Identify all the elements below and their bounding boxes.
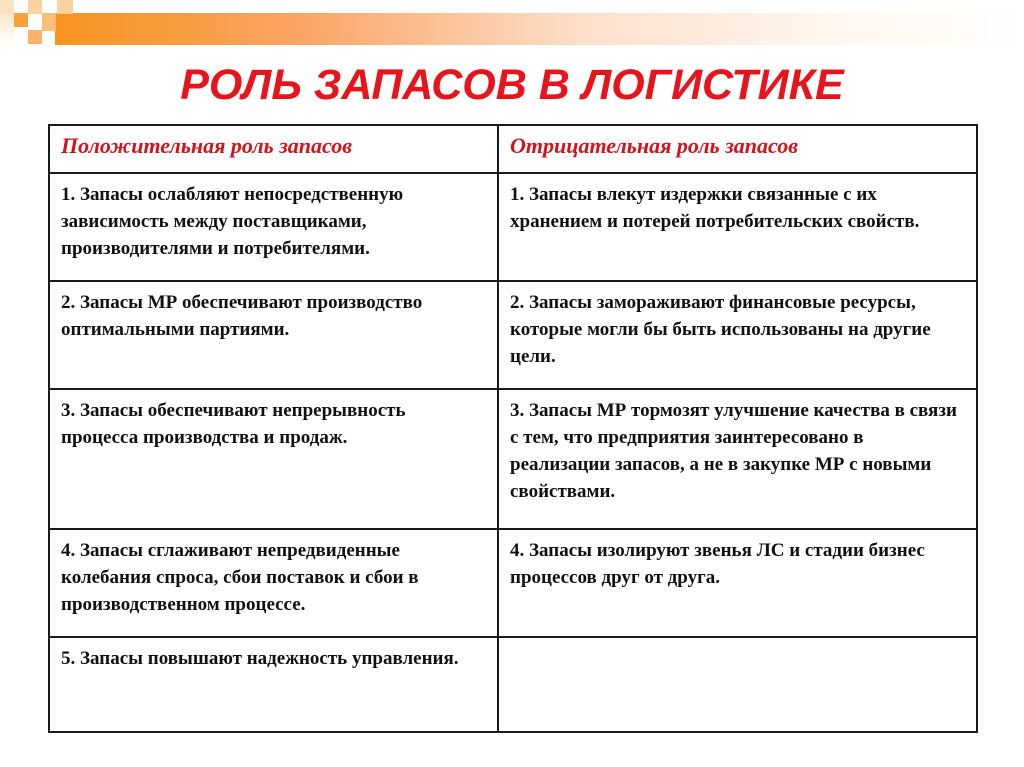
cell-positive: 2. Запасы МР обеспечивают производство оптимальными партиями. <box>49 281 498 389</box>
decorative-square <box>28 30 42 44</box>
comparison-table <box>48 124 978 733</box>
decorative-gradient-band <box>55 13 1024 45</box>
cell-negative: 1. Запасы влекут издержки связанные с их хранением и потерей потребительских свойств. <box>498 173 977 281</box>
table-row <box>49 281 977 389</box>
decorative-square <box>28 0 42 14</box>
cell-negative: 3. Запасы МР тормозят улучшение качества в связи с тем, что предприятия заинтересовано в реализации запасов, а не в закупке МР с новыми свойствами. <box>498 389 977 529</box>
table-row <box>49 173 977 281</box>
cell-positive: 3. Запасы обеспечивают непрерывность процесса производства и продаж. <box>49 389 498 529</box>
table-row <box>49 637 977 732</box>
cell-negative: 2. Запасы замораживают финансовые ресурсы, которые могли бы быть использованы на другие цели. <box>498 281 977 389</box>
table-header-row <box>49 125 977 173</box>
decorative-square <box>0 0 14 14</box>
slide-title: РОЛЬ ЗАПАСОВ В ЛОГИСТИКЕ <box>180 61 844 109</box>
table-row <box>49 529 977 637</box>
header-negative-role: Отрицательная роль запасов <box>498 125 977 173</box>
cell-negative-empty <box>498 637 977 732</box>
decorative-square <box>42 13 56 31</box>
cell-positive: 1. Запасы ослабляют непосредственную зависимость между поставщиками, производителями и потребителями. <box>49 173 498 281</box>
cell-positive: 5. Запасы повышают надежность управления. <box>49 637 498 732</box>
table-row <box>49 389 977 529</box>
decorative-square <box>0 14 14 44</box>
cell-negative: 4. Запасы изолируют звенья ЛС и стадии бизнес процессов друг от друга. <box>498 529 977 637</box>
comparison-table-container <box>48 124 976 733</box>
decorative-square <box>14 13 28 27</box>
cell-positive: 4. Запасы сглаживают непредвиденные колебания спроса, сбои поставок и сбои в производственном процессе. <box>49 529 498 637</box>
header-positive-role: Положительная роль запасов <box>49 125 498 173</box>
decorative-square <box>57 0 73 14</box>
